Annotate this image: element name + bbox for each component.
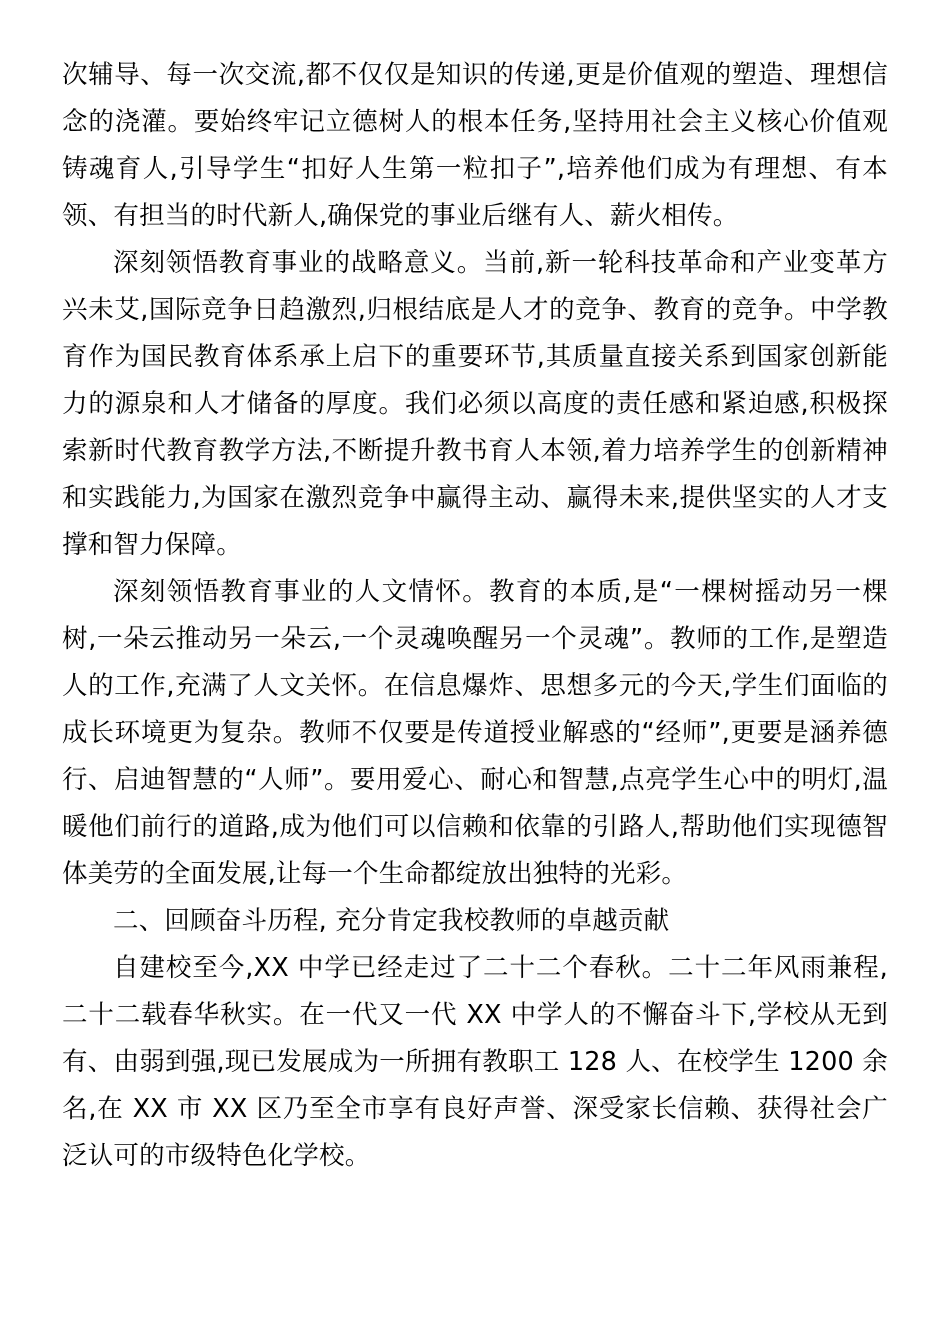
document-body bbox=[62, 52, 888, 1180]
paragraph-humanistic-care: 深刻领悟教育事业的人文情怀。教育的本质,是“一棵树摇动另一棵树,一朵云推动另一朵云,一个灵魂唤醒另一个灵魂”。教师的工作,是塑造人的工作,充满了人文关怀。在信息爆炸、思想多元的今天,学生们面临的成长环境更为复杂。教师不仅要是传道授业解惑的“经师”,更要是涵养德行、启迪智慧的“人师”。要用爱心、耐心和智慧,点亮学生心中的明灯,温暖他们前行的道路,成为他们可以信赖和依靠的引路人,帮助他们实现德智体美劳的全面发展,让每一个生命都绽放出独特的光彩。 bbox=[62, 577, 888, 889]
paragraph-strategic-significance: 深刻领悟教育事业的战略意义。当前,新一轮科技革命和产业变革方兴未艾,国际竞争日趋激烈,归根结底是人才的竞争、教育的竞争。中学教育作为国民教育体系承上启下的重要环节,其质量直接关系到国家创新能力的源泉和人才储备的厚度。我们必须以高度的责任感和紧迫感,积极探索新时代教育教学方法,不断提升教书育人本领,着力培养学生的创新精神和实践能力,为国家在激烈竞争中赢得主动、赢得未来,提供坚实的人才支撑和智力保障。 bbox=[62, 248, 888, 560]
section-heading-two: 二、回顾奋斗历程, 充分肯定我校教师的卓越贡献 bbox=[113, 906, 670, 936]
paragraph-continued: 次辅导、每一次交流,都不仅仅是知识的传递,更是价值观的塑造、理想信念的浇灌。要始终牢记立德树人的根本任务,坚持用社会主义核心价值观铸魂育人,引导学生“扣好人生第一粒扣子”,培养他们成为有理想、有本领、有担当的时代新人,确保党的事业后继有人、薪火相传。 bbox=[62, 60, 888, 231]
paragraph-school-history: 自建校至今,XX 中学已经走过了二十二个春秋。二十二年风雨兼程,二十二载春华秋实。在一代又一代 XX 中学人的不懈奋斗下,学校从无到有、由弱到强,现已发展成为一所拥有教职工 128 人、在校学生 1200 余名,在 XX 市 XX 区乃至全市享有良好声誉、深受家长信赖、获得社会广泛认可的市级特色化学校。 bbox=[62, 953, 888, 1171]
